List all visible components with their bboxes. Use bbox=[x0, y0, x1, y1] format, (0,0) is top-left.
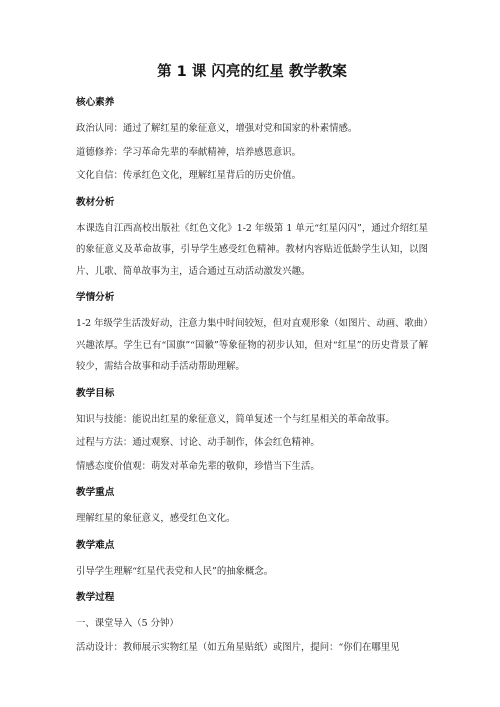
section-learner-analysis bbox=[76, 291, 428, 378]
paragraph: 政治认同：通过了解红星的象征意义，增强对党和国家的朴素情感。 bbox=[76, 123, 358, 134]
paragraph: 理解红星的象征意义，感受红色文化。 bbox=[76, 513, 236, 524]
section-heading: 学情分析 bbox=[76, 292, 115, 303]
paragraph: 本课选自江西高校出版社《红色文化》1-2 年级第 1 单元“红星闪闪”，通过介绍红星的象征意义及革命故事，引导学生感受红色精神。教材内容贴近低龄学生认知，以图片、儿歌、简单故事为主，适合通过互动活动激发兴趣。 bbox=[76, 222, 428, 277]
section-heading: 教学难点 bbox=[76, 539, 115, 551]
section-heading: 核心素养 bbox=[76, 97, 115, 108]
section-heading: 教学目标 bbox=[76, 387, 115, 399]
paragraph: 过程与方法：通过观察、讨论、动手制作，体会红色精神。 bbox=[76, 437, 320, 448]
section-heading: 教材分析 bbox=[76, 196, 115, 208]
paragraph: 道德修养：学习革命先辈的奉献精神，培养感恩意识。 bbox=[76, 146, 302, 158]
section-core-literacy bbox=[76, 96, 428, 187]
paragraph: 引导学生理解“红星代表党和人民”的抽象概念。 bbox=[76, 565, 274, 577]
section-heading: 教学过程 bbox=[76, 592, 115, 603]
spacer bbox=[76, 380, 428, 387]
section-heading: 教学重点 bbox=[76, 487, 115, 498]
spacer bbox=[76, 532, 428, 539]
paragraph: 情感态度价值观：萌发对革命先辈的敬仰，珍惜当下生活。 bbox=[76, 460, 320, 472]
section-teaching-difficulty bbox=[76, 539, 428, 583]
document-title: 第 1 课 闪亮的红星 教学教案 bbox=[157, 64, 347, 80]
section-teaching-goals bbox=[76, 387, 428, 478]
spacer bbox=[76, 584, 428, 591]
paragraph: 知识与技能：能说出红星的象征意义，简单复述一个与红星相关的革命故事。 bbox=[76, 413, 395, 425]
section-textbook-analysis bbox=[76, 196, 428, 283]
paragraph: 1-2 年级学生活泼好动，注意力集中时间较短，但对直观形象（如图片、动画、歌曲）兴趣浓厚。学生已有“国旗”“国徽”等象征物的初步认知，但对“红星”的历史背景了解较少，需结合故事和动手活动帮助理解。 bbox=[76, 318, 428, 372]
spacer bbox=[76, 189, 428, 196]
paragraph: 一、课堂导入（5 分钟） bbox=[76, 618, 179, 629]
section-teaching-focus bbox=[76, 486, 428, 530]
spacer bbox=[76, 479, 428, 486]
paragraph: 活动设计：教师展示实物红星（如五角星贴纸）或图片，提问：“你们在哪里见 bbox=[76, 641, 400, 653]
paragraph: 文化自信：传承红色文化，理解红星背后的历史价值。 bbox=[76, 170, 302, 181]
section-teaching-process bbox=[76, 591, 428, 658]
spacer bbox=[76, 284, 428, 291]
